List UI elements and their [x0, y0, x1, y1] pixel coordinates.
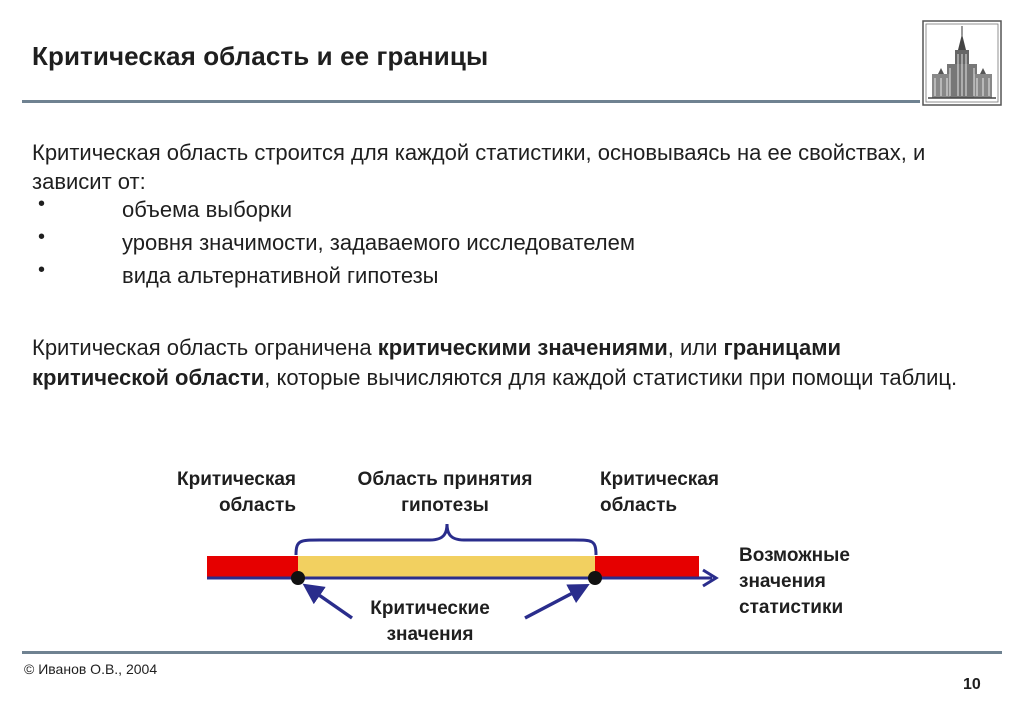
- para-text: , или: [667, 335, 724, 360]
- label-line: Возможные: [739, 545, 850, 566]
- acceptance-bar: [298, 556, 595, 578]
- bullet-text: вида альтернативной гипотезы: [122, 263, 439, 288]
- label-line: значения: [386, 624, 474, 645]
- label-line: Критические: [370, 598, 490, 619]
- right-critical-bar: [595, 556, 699, 578]
- bullet-dot: •: [38, 226, 46, 248]
- critical-value-point: [588, 571, 602, 585]
- page-number: 10: [963, 676, 981, 693]
- left-critical-bar: [207, 556, 298, 578]
- bullet-text: уровня значимости, задаваемого исследователем: [122, 230, 636, 255]
- label-line: Критическая: [600, 469, 719, 490]
- para-text: , которые вычисляются для каждой статистики при помощи таблиц.: [264, 365, 958, 390]
- copyright-text: © Иванов О.В., 2004: [24, 661, 158, 677]
- footer-divider: [22, 651, 1002, 654]
- label-line: область: [600, 495, 678, 516]
- label-line: область: [218, 495, 296, 516]
- bullet-text: объема выборки: [122, 197, 293, 222]
- slide-title: Критическая область и ее границы: [32, 41, 489, 71]
- label-line: гипотезы: [401, 495, 489, 516]
- para-bold-region-bounds: границами критической области: [32, 335, 842, 390]
- pointer-arrow-icon: [306, 586, 352, 618]
- para-bold-critical-values: критическими значениями: [377, 335, 668, 360]
- bullet-dot: •: [38, 259, 46, 281]
- para-text: Критическая область ограничена: [32, 335, 378, 360]
- intro-text: Критическая область строится для каждой статистики, основываясь на ее свойствах, и зависит от:: [32, 140, 926, 194]
- label-line: значения: [739, 571, 826, 592]
- bullet-dot: •: [38, 193, 46, 215]
- acceptance-brace: [296, 524, 596, 555]
- label-line: Критическая: [177, 469, 296, 490]
- label-line: статистики: [739, 597, 844, 618]
- pointer-arrow-icon: [525, 586, 586, 618]
- critical-value-point: [291, 571, 305, 585]
- label-line: Область принятия: [357, 469, 533, 490]
